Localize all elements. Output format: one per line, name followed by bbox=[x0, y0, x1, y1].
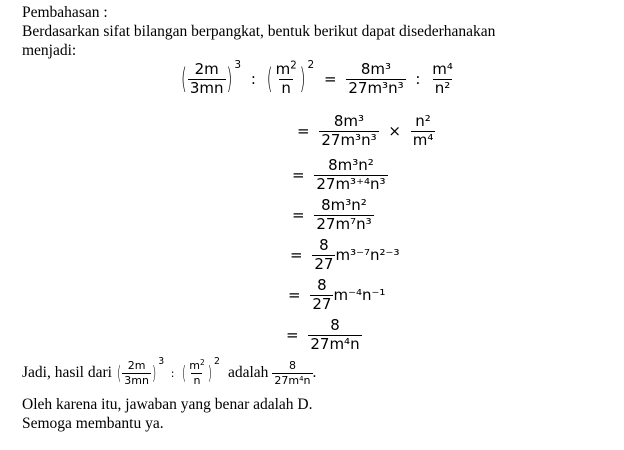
intro-line-2: menjadi: bbox=[22, 42, 77, 59]
closing-line: Semoga membantu ya. bbox=[22, 415, 164, 432]
equals-sign: = bbox=[286, 326, 299, 345]
power-term: m⁻⁴n⁻¹ bbox=[333, 285, 386, 304]
conclusion-prefix: Jadi, hasil dari bbox=[22, 364, 112, 382]
fraction-m4-n2: $\frac{\text{m⁴}}{\text{n²}}$ bbox=[432, 60, 453, 97]
colon-operator: : bbox=[415, 70, 421, 89]
equation-line-6 bbox=[283, 278, 385, 313]
fraction-8-27: $\frac{8}{27}$ bbox=[312, 276, 332, 313]
fraction-step-2: $\frac{\text{8m³n²}}{\text{27m³⁺⁴n³}}$ bbox=[316, 156, 386, 193]
equals-sign: = bbox=[290, 246, 303, 265]
exponent-3: 3 bbox=[234, 59, 242, 71]
intro-line-1: Berdasarkan sifat bilangan berpangkat, bentuk berikut dapat disederhanakan bbox=[22, 23, 496, 40]
fraction-step-1: $\frac{\text{8m³}}{\text{27m³n³}}$ bbox=[321, 112, 377, 149]
fraction-step-0: $\frac{\text{8m³}}{\text{27m³n³}}$ bbox=[348, 60, 404, 97]
equals-sign: = bbox=[292, 206, 305, 225]
heading: Pembahasan : bbox=[22, 4, 108, 21]
colon-operator: : bbox=[250, 70, 256, 89]
right-paren: ) bbox=[226, 61, 233, 96]
fraction-m2-n: $\frac{m^2}{n}$ bbox=[275, 60, 297, 97]
equation-line-2 bbox=[292, 114, 435, 149]
conclusion-line bbox=[22, 355, 317, 387]
fraction-n2-m4: $\frac{\text{n²}}{\text{m⁴}}$ bbox=[412, 112, 434, 149]
equation-line-7 bbox=[281, 318, 362, 353]
fraction-8-27: $\frac{8}{27}$ bbox=[314, 236, 334, 273]
conclusion-middle: adalah bbox=[227, 364, 269, 382]
power-term: m³⁻⁷n²⁻³ bbox=[335, 245, 400, 264]
times-operator: × bbox=[388, 122, 401, 141]
equation-line-4 bbox=[287, 198, 374, 233]
equals-sign: = bbox=[324, 70, 337, 89]
equals-sign: = bbox=[297, 122, 310, 141]
fraction-final: $\frac{8}{\text{27m⁴n}}$ bbox=[310, 316, 360, 353]
left-paren: ( bbox=[181, 61, 187, 96]
equation-line-1 bbox=[180, 59, 455, 97]
left-paren: ( bbox=[266, 61, 273, 96]
conclusion-period: . bbox=[312, 364, 317, 382]
fraction-step-3: $\frac{\text{8m³n²}}{\text{27m⁷n³}}$ bbox=[316, 196, 372, 233]
fraction-2m-3mn: $\frac{2m}{3mn}$ bbox=[189, 60, 224, 97]
right-paren: ) bbox=[299, 61, 306, 96]
exponent-2: 2 bbox=[307, 59, 315, 71]
equals-sign: = bbox=[292, 166, 305, 185]
answer-line: Oleh karena itu, jawaban yang benar adalah D. bbox=[22, 396, 313, 413]
equals-sign: = bbox=[288, 286, 301, 305]
inline-result: $\frac{8}{\text{27m⁴n}}$ bbox=[274, 359, 311, 387]
equation-line-3 bbox=[287, 158, 388, 193]
equation-line-5 bbox=[285, 238, 399, 273]
inline-expression: ( $\frac{2m}{3mn}$ )$^3$ : ( $\frac{m^2}{n}$ )$^2$ bbox=[116, 355, 220, 387]
